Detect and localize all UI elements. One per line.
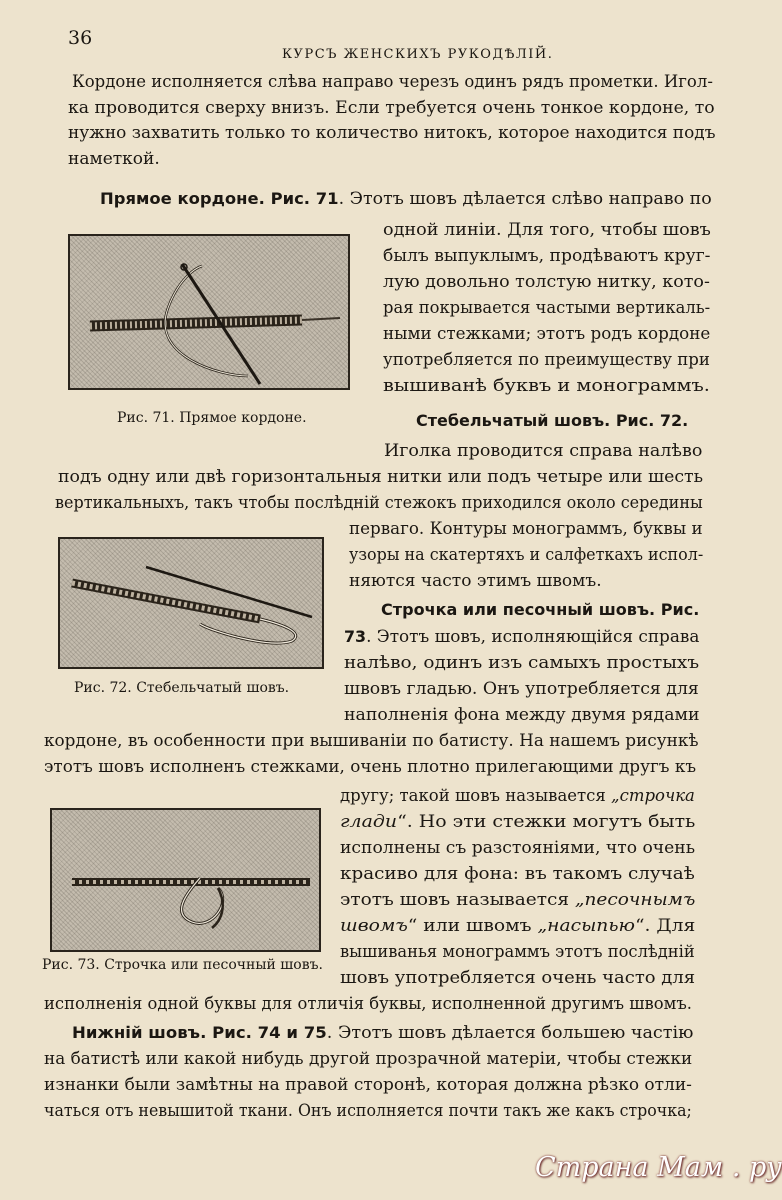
text-line: подъ одну или двѣ горизонтальныя нитки или подъ четыре или шесть (58, 467, 704, 487)
text-line: ка проводится сверху внизъ. Если требуется очень тонкое кордоне, то (68, 98, 715, 118)
section-71-first-line (100, 188, 712, 210)
section-73-line: 73. Этотъ шовъ, исполняющійся справа (344, 627, 700, 647)
text-line: вышиванья монограммъ этотъ послѣдній (340, 942, 695, 962)
figure-73-caption: Рис. 73. Строчка или песочный шовъ. (42, 957, 323, 973)
figure-71-image (68, 234, 350, 390)
figure-73-image (50, 808, 321, 952)
text-line: швомъ“ или швомъ „насыпью“. Для (340, 916, 696, 936)
section-74-first-line: Нижній шовъ. Рис. 74 и 75. Этотъ шовъ дѣлается большею частію (72, 1023, 694, 1043)
text-line: шовъ употребляется очень часто для (340, 968, 696, 988)
text-line: лую довольно толстую нитку, кото- (383, 272, 710, 292)
text-line: перваго. Контуры монограммъ, буквы и (349, 519, 703, 539)
text-line: няются часто этимъ швомъ. (349, 571, 602, 591)
page-number: 36 (68, 27, 93, 49)
section-74-heading: Нижній шовъ. Рис. 74 и 75 (72, 1023, 327, 1042)
text-line: красиво для фона: въ такомъ случаѣ (340, 864, 695, 884)
text-line: исполненія одной буквы для отличія буквы, исполненной другимъ швомъ. (44, 994, 692, 1014)
text-line: швовъ гладью. Онъ употребляется для (344, 679, 699, 699)
text-line: изнанки были замѣтны на правой сторонѣ, которая должна рѣзко отли- (44, 1075, 692, 1095)
straight-cordonnet-illustration (70, 236, 348, 388)
text-line: кордоне, въ особенности при вышиваніи по батисту. На нашемъ рисункѣ (44, 731, 699, 751)
text-line: наметкой. (68, 149, 160, 169)
running-head: КУРСЪ ЖЕНСКИХЪ РУКОДѢЛІЙ. (282, 47, 554, 62)
text-line: чаться отъ невышитой ткани. Онъ исполняется почти такъ же какъ строчка; (44, 1101, 692, 1121)
text-line: наполненія фона между двумя рядами (344, 705, 700, 725)
stem-stitch-illustration (60, 539, 322, 667)
section-72-heading: Стебельчатый шовъ. Рис. 72. (416, 411, 689, 430)
text-line: ными стежками; этотъ родъ кордоне (383, 324, 711, 344)
watermark-logo: Страна Мам . ру (535, 1152, 782, 1183)
text-line: рая покрывается частыми вертикаль- (383, 298, 711, 318)
text-line: этотъ шовъ называется „песочнымъ (340, 890, 696, 910)
figure-72-image (58, 537, 324, 669)
figure-72-caption: Рис. 72. Стебельчатый шовъ. (74, 680, 290, 696)
section-71-text: . Этотъ шовъ дѣлается слѣво направо по (338, 189, 712, 209)
text-line: Иголка проводится справа налѣво (384, 441, 703, 461)
text-line: другу; такой шовъ называется „строчка (340, 786, 695, 806)
text-line: исполнены съ разстояніями, что очень (340, 838, 696, 858)
figure-71-caption: Рис. 71. Прямое кордоне. (117, 410, 307, 426)
text-line: налѣво, одинъ изъ самыхъ простыхъ (344, 653, 700, 673)
text-line: этотъ шовъ исполненъ стежками, очень плотно прилегающими другъ къ (44, 757, 697, 777)
text-line: узоры на скатертяхъ и салфеткахъ испол- (349, 545, 704, 565)
text-line: вертикальныхъ, такъ чтобы послѣдній стежокъ приходился около середины (55, 493, 703, 513)
text-line: на батистѣ или какой нибудь другой прозрачной матеріи, чтобы стежки (44, 1049, 693, 1069)
text-line: вышиванѣ буквъ и монограммъ. (383, 376, 710, 396)
text-line: нужно захватить только то количество нитокъ, которое находится подъ (68, 123, 716, 143)
text-line: одной линіи. Для того, чтобы шовъ (383, 220, 711, 240)
text-line: Кордоне исполняется слѣва направо черезъ одинъ рядъ прометки. Игол- (72, 72, 713, 92)
section-71-heading: Прямое кордоне. Рис. 71 (100, 189, 339, 208)
text-line: былъ выпуклымъ, продѣваютъ круг- (383, 246, 711, 266)
backstitch-illustration (52, 810, 319, 950)
text-line: глади“. Но эти стежки могутъ быть (340, 812, 696, 832)
text-line: употребляется по преимуществу при (383, 350, 710, 370)
section-73-heading: Строчка или песочный шовъ. Рис. (381, 600, 700, 619)
